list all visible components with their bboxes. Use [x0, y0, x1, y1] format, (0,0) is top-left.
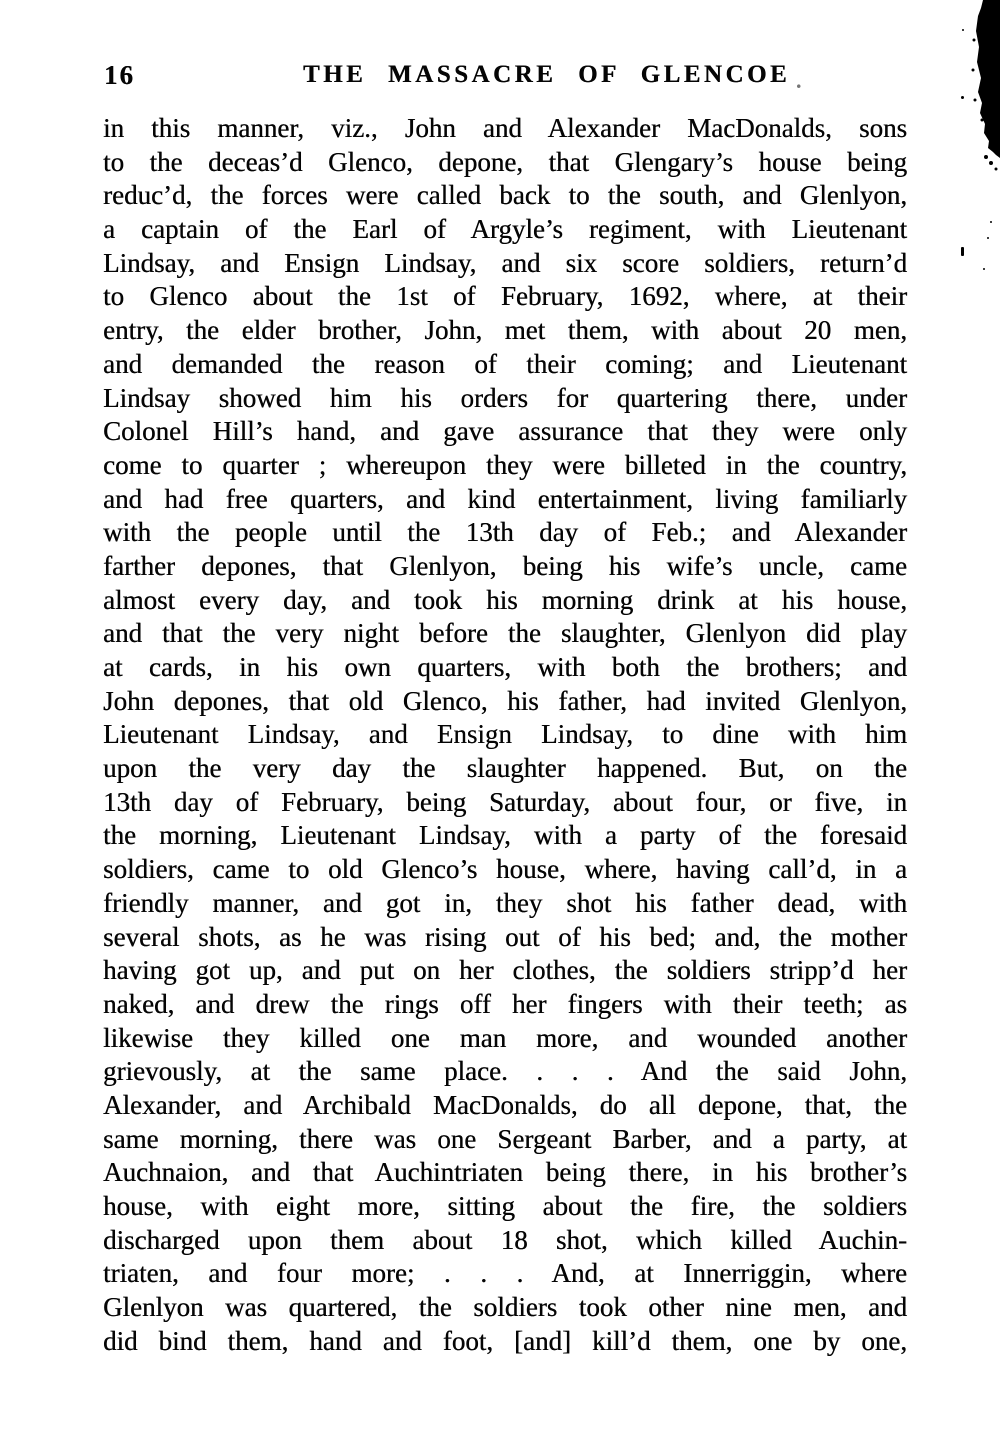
text-line: Auchnaion, and that Auchintriaten being there, in his brother’s: [103, 1157, 907, 1188]
text-line: in this manner, viz., John and Alexander MacDonalds, sons: [103, 113, 907, 143]
text-line: almost every day, and took his morning drink at his house,: [103, 584, 907, 615]
ink-speck: [983, 268, 985, 270]
text-line: same morning, there was one Sergeant Barber, and a party, at: [103, 1123, 907, 1154]
text-line: farther depones, that Glenlyon, being his wife’s uncle, came: [103, 550, 907, 581]
text-line: upon the very day the slaughter happened. But, on the: [103, 753, 907, 784]
text-line: at cards, in his own quarters, with both the brothers; and: [103, 652, 907, 682]
page-number: 16: [104, 60, 135, 90]
ink-speck: [987, 237, 989, 239]
text-line: with the people until the 13th day of Feb.; and Alexander: [103, 517, 907, 548]
text-line: did bind them, hand and foot, [and] kill’d them, one by one,: [103, 1325, 907, 1356]
text-line: come to quarter ; whereupon they were billeted in the country,: [103, 449, 907, 480]
text-line: friendly manner, and got in, they shot his father dead, with: [103, 887, 907, 918]
text-line: the morning, Lieutenant Lindsay, with a party of the foresaid: [103, 820, 907, 851]
ink-speck: [961, 96, 964, 99]
page-body: [103, 112, 907, 1358]
text-line: Glenlyon was quartered, the soldiers took other nine men, and: [103, 1292, 907, 1323]
text-line: grievously, at the same place. . . . And the said John,: [103, 1056, 907, 1087]
text-line: reduc’d, the forces were called back to the south, and Glenlyon,: [103, 180, 907, 211]
text-line: discharged upon them about 18 shot, which killed Auchin-: [103, 1224, 907, 1255]
page-header-title: THE MASSACRE OF GLENCOE: [303, 61, 791, 88]
ink-speck: [961, 247, 964, 256]
text-line: house, with eight more, sitting about the fire, the soldiers: [103, 1191, 907, 1221]
page-header: [0, 58, 1000, 92]
header-trailing-mark: .: [796, 68, 802, 93]
text-line: to Glenco about the 1st of February, 1692, where, at their: [103, 281, 907, 312]
text-line: entry, the elder brother, John, met them, with about 20 men,: [103, 315, 907, 346]
scan-artifact-ink-blob: [960, 0, 1000, 180]
text-line: naked, and drew the rings off her fingers with their teeth; as: [103, 988, 907, 1019]
text-line: several shots, as he was rising out of his bed; and, the mother: [103, 921, 907, 952]
ink-speck: [990, 221, 992, 223]
text-line: to the deceas’d Glenco, depone, that Glengary’s house being: [103, 146, 907, 177]
text-line: Lieutenant Lindsay, and Ensign Lindsay, to dine with him: [103, 719, 907, 750]
text-line: and demanded the reason of their coming; and Lieutenant: [103, 348, 907, 379]
text-line: triaten, and four more; . . . And, at Innerriggin, where: [103, 1258, 907, 1289]
ink-speck: [962, 29, 964, 31]
text-line: Alexander, and Archibald MacDonalds, do all depone, that, the: [103, 1089, 907, 1120]
text-line: John depones, that old Glenco, his father, had invited Glenlyon,: [103, 685, 907, 716]
text-line: a captain of the Earl of Argyle’s regiment, with Lieutenant: [103, 214, 907, 245]
text-line: Lindsay showed him his orders for quartering there, under: [103, 382, 907, 413]
text-line: and had free quarters, and kind entertainment, living familiarly: [103, 483, 907, 514]
text-line: having got up, and put on her clothes, the soldiers stripp’d her: [103, 955, 907, 986]
text-line: 13th day of February, being Saturday, about four, or five, in: [103, 786, 907, 817]
text-line: Lindsay, and Ensign Lindsay, and six score soldiers, return’d: [103, 247, 907, 278]
text-line: and that the very night before the slaughter, Glenlyon did play: [103, 618, 907, 649]
text-line: Colonel Hill’s hand, and gave assurance that they were only: [103, 416, 907, 447]
text-line: likewise they killed one man more, and wounded another: [103, 1022, 907, 1053]
text-line: soldiers, came to old Glenco’s house, where, having call’d, in a: [103, 854, 907, 885]
